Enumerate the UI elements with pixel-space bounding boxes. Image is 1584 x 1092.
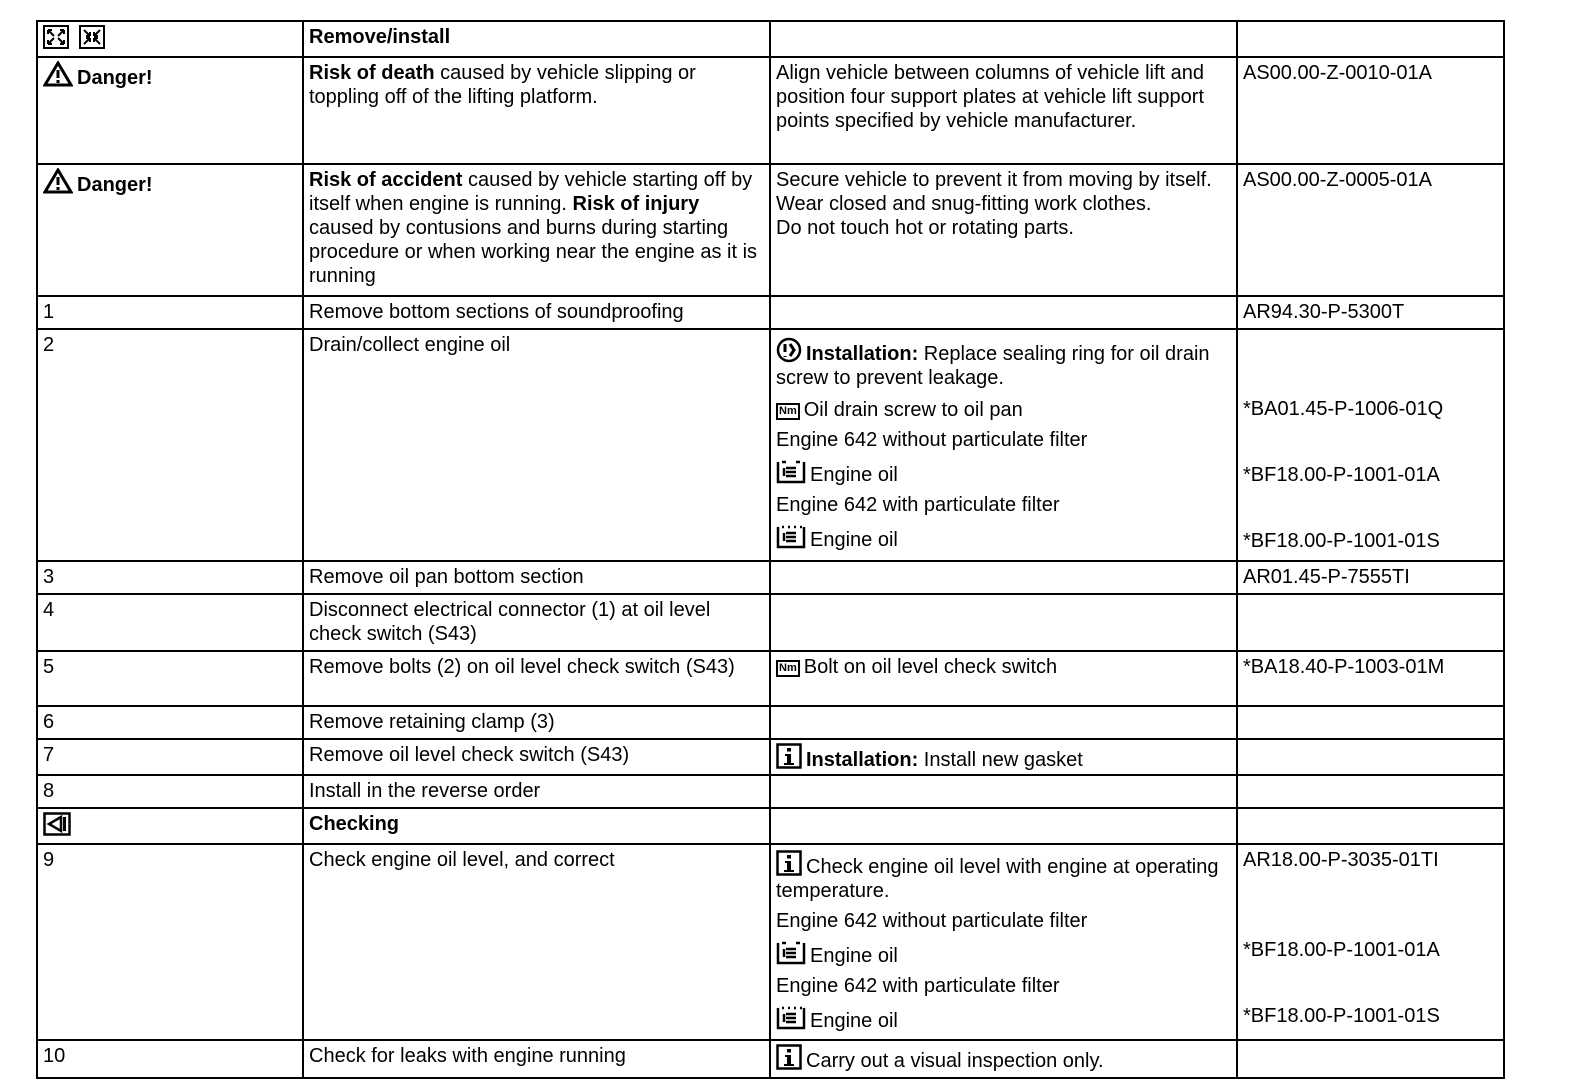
installation-label: Installation: bbox=[806, 343, 919, 365]
step-ref: AR94.30-P-5300T bbox=[1237, 296, 1504, 329]
variant-text: Engine 642 without particulate filter bbox=[776, 429, 1088, 451]
info-icon bbox=[776, 1044, 802, 1070]
oil-text: Engine oil bbox=[810, 464, 898, 486]
table-row bbox=[37, 561, 1504, 594]
step-ref bbox=[1237, 775, 1504, 808]
table-row bbox=[37, 651, 1504, 706]
info-icon bbox=[776, 850, 802, 876]
danger-bold-2a: Risk of accident bbox=[309, 169, 463, 191]
step-number: 4 bbox=[37, 594, 303, 651]
oil-text: Engine oil bbox=[810, 945, 898, 967]
danger-measure-2c: Do not touch hot or rotating parts. bbox=[776, 217, 1074, 239]
oil-container-icon bbox=[776, 1006, 806, 1030]
step-ref bbox=[1237, 329, 1504, 561]
step-text: Check for leaks with engine running bbox=[303, 1040, 770, 1078]
step-note bbox=[770, 296, 1237, 329]
table-row bbox=[37, 594, 1504, 651]
header-title: Remove/install bbox=[303, 21, 770, 57]
step-text: Remove retaining clamp (3) bbox=[303, 706, 770, 739]
table-row bbox=[37, 706, 1504, 739]
header-icons-cell bbox=[37, 21, 303, 57]
step-note bbox=[770, 561, 1237, 594]
checking-row bbox=[37, 808, 1504, 844]
danger-description-2 bbox=[303, 164, 770, 296]
torque-text: Oil drain screw to oil pan bbox=[803, 399, 1023, 421]
step-ref: *BA18.40-P-1003-01M bbox=[1237, 651, 1504, 706]
installation-label: Installation: bbox=[806, 749, 919, 771]
torque-ref: *BA01.45-P-1006-01Q bbox=[1243, 398, 1444, 420]
step-ref bbox=[1237, 844, 1504, 1040]
step-text: Remove oil level check switch (S43) bbox=[303, 739, 770, 775]
danger-measure-1: Align vehicle between columns of vehicle lift and position four support plates at vehicle lift support points specified by vehicle manufacturer. bbox=[770, 57, 1237, 164]
step-note bbox=[770, 1040, 1237, 1078]
oil-ref: *BF18.00-P-1001-01A bbox=[1243, 939, 1440, 961]
step-note bbox=[770, 844, 1237, 1040]
danger-label-cell-2 bbox=[37, 164, 303, 296]
step-number: 6 bbox=[37, 706, 303, 739]
header-empty-4 bbox=[1237, 21, 1504, 57]
step-text: Remove bottom sections of soundproofing bbox=[303, 296, 770, 329]
info-text: Carry out a visual inspection only. bbox=[806, 1050, 1104, 1072]
step-ref bbox=[1237, 739, 1504, 775]
step-ref bbox=[1237, 594, 1504, 651]
variant-text: Engine 642 without particulate filter bbox=[776, 910, 1088, 932]
danger-row-1 bbox=[37, 57, 1504, 164]
oil-ref: *BF18.00-P-1001-01S bbox=[1243, 530, 1440, 552]
variant-text: Engine 642 with particulate filter bbox=[776, 975, 1060, 997]
checking-title: Checking bbox=[303, 808, 770, 844]
danger-ref-2: AS00.00-Z-0005-01A bbox=[1237, 164, 1504, 296]
procedure-table bbox=[36, 20, 1505, 1079]
danger-measure-2a: Secure vehicle to prevent it from moving by itself. bbox=[776, 169, 1212, 191]
oil-ref: *BF18.00-P-1001-01S bbox=[1243, 1005, 1440, 1027]
oil-ref: *BF18.00-P-1001-01A bbox=[1243, 464, 1440, 486]
danger-text-2a: caused by vehicle starting off by itself when engine is running. bbox=[309, 169, 753, 215]
step-number: 10 bbox=[37, 1040, 303, 1078]
step-note bbox=[770, 651, 1237, 706]
info-icon bbox=[776, 743, 802, 769]
check-arrow-icon bbox=[43, 812, 71, 836]
step-text: Disconnect electrical connector (1) at oil level check switch (S43) bbox=[303, 594, 770, 651]
checking-icon-cell bbox=[37, 808, 303, 844]
step-note bbox=[770, 594, 1237, 651]
warning-triangle-icon bbox=[43, 61, 73, 87]
step-text: Remove oil pan bottom section bbox=[303, 561, 770, 594]
warning-triangle-icon bbox=[43, 168, 73, 194]
torque-nm-icon: Nm bbox=[776, 403, 800, 420]
danger-row-2 bbox=[37, 164, 1504, 296]
danger-label: Danger! bbox=[77, 67, 153, 89]
table-row bbox=[37, 1040, 1504, 1078]
install-icon bbox=[79, 25, 105, 49]
step-number: 8 bbox=[37, 775, 303, 808]
danger-text-2b: caused by contusions and burns during starting procedure or when working near the engine as it is running bbox=[309, 217, 758, 287]
table-row bbox=[37, 329, 1504, 561]
table-row bbox=[37, 739, 1504, 775]
step-note bbox=[770, 775, 1237, 808]
oil-container-icon bbox=[776, 941, 806, 965]
danger-description-1 bbox=[303, 57, 770, 164]
variant-text: Engine 642 with particulate filter bbox=[776, 494, 1060, 516]
danger-label: Danger! bbox=[77, 174, 153, 196]
oil-container-icon bbox=[776, 460, 806, 484]
step-number: 3 bbox=[37, 561, 303, 594]
step-number: 5 bbox=[37, 651, 303, 706]
step-ref bbox=[1237, 706, 1504, 739]
step-number: 1 bbox=[37, 296, 303, 329]
step-text: Check engine oil level, and correct bbox=[303, 844, 770, 1040]
checking-empty-4 bbox=[1237, 808, 1504, 844]
step-ref bbox=[1237, 1040, 1504, 1078]
step-text: Install in the reverse order bbox=[303, 775, 770, 808]
table-row bbox=[37, 296, 1504, 329]
installation-text: Replace sealing ring for oil drain screw to prevent leakage. bbox=[776, 343, 1210, 389]
check-ref: AR18.00-P-3035-01TI bbox=[1243, 849, 1439, 871]
installation-text: Install new gasket bbox=[918, 749, 1083, 771]
oil-text: Engine oil bbox=[810, 529, 898, 551]
danger-ref-1: AS00.00-Z-0010-01A bbox=[1237, 57, 1504, 164]
danger-measure-2 bbox=[770, 164, 1237, 296]
header-empty-3 bbox=[770, 21, 1237, 57]
danger-measure-2b: Wear closed and snug-fitting work clothes. bbox=[776, 193, 1152, 215]
info-text: Check engine oil level with engine at operating temperature. bbox=[776, 856, 1219, 902]
step-ref: AR01.45-P-7555TI bbox=[1237, 561, 1504, 594]
danger-text-1: caused by vehicle slipping or toppling off of the lifting platform. bbox=[309, 62, 696, 108]
danger-label-cell-1 bbox=[37, 57, 303, 164]
step-number: 2 bbox=[37, 329, 303, 561]
danger-bold-1: Risk of death bbox=[309, 62, 435, 84]
table-row bbox=[37, 775, 1504, 808]
step-text: Drain/collect engine oil bbox=[303, 329, 770, 561]
table-row bbox=[37, 844, 1504, 1040]
torque-nm-icon: Nm bbox=[776, 660, 800, 677]
step-text: Remove bolts (2) on oil level check switch (S43) bbox=[303, 651, 770, 706]
torque-text: Bolt on oil level check switch bbox=[803, 656, 1058, 678]
oil-container-icon bbox=[776, 525, 806, 549]
danger-bold-2b: Risk of injury bbox=[572, 193, 700, 215]
installation-note-icon bbox=[776, 337, 802, 363]
step-note bbox=[770, 739, 1237, 775]
step-note bbox=[770, 329, 1237, 561]
checking-empty-3 bbox=[770, 808, 1237, 844]
step-note bbox=[770, 706, 1237, 739]
step-number: 9 bbox=[37, 844, 303, 1040]
header-row bbox=[37, 21, 1504, 57]
step-number: 7 bbox=[37, 739, 303, 775]
oil-text: Engine oil bbox=[810, 1010, 898, 1032]
remove-icon bbox=[43, 25, 69, 49]
